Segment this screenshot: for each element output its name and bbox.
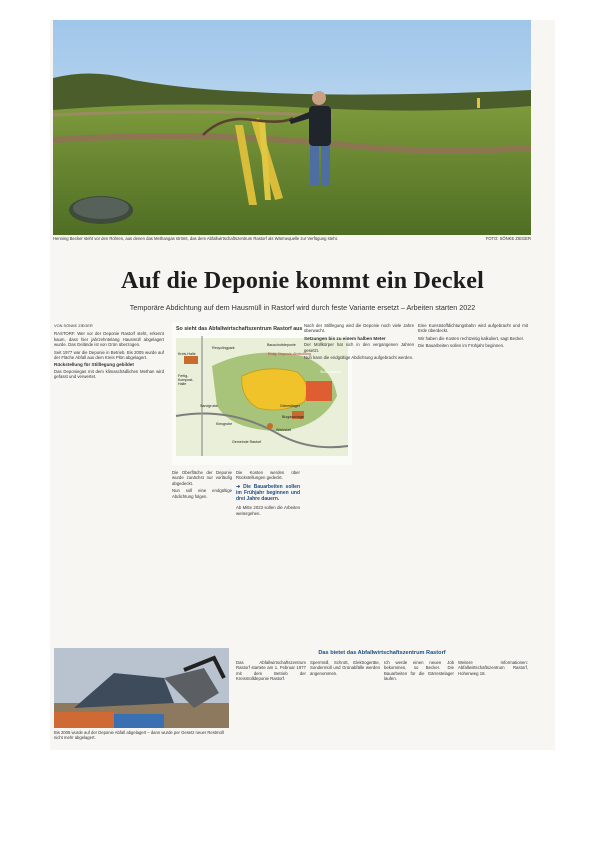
photo-credit: FOTO: SÖNKE ZIEGER xyxy=(485,236,531,241)
paragraph: Wir haben die Kosten rechtzeitig kalkuliert, sagt Becker. xyxy=(418,335,525,341)
paragraph: RASTORF. Wer vor der Deponie Rastorf steht, erkennt kaum, dass hier jahrzehntelang Hausmüll abgelagert wurde. Das Gelände ist von Grün überzogen. xyxy=(54,331,164,348)
info-box-title: Das bietet das Abfallwirtschaftszentrum Rastorf xyxy=(318,650,446,656)
paragraph: Die Bauarbeiten sollen im Frühjahr beginnen. xyxy=(418,343,505,349)
map-label: Sandgrube xyxy=(200,404,218,408)
pull-quote: ➜ Die Bauarbeiten sollen im Frühjahr beginnen und drei Jahre dauern. xyxy=(236,483,300,503)
subheading: Setzungen bis zu einem halben Meter xyxy=(304,335,386,341)
map-label: Kiesgrube xyxy=(216,422,233,426)
info-col-2: Sperrmüll, Schrott, Elektrogeräte, Sondermüll und Grünabfälle werden angenommen. xyxy=(310,660,380,676)
info-box xyxy=(236,650,528,750)
column-4 xyxy=(304,323,414,648)
map-label: Fertig-Kompost-Halle xyxy=(178,374,194,386)
map-label: Bauschuttdeponie xyxy=(267,343,296,347)
map-label: Gemeinde Rastorf xyxy=(232,440,262,444)
paragraph: Ab Mitte 2023 sollen die Arbeiten weitergehen. xyxy=(236,505,300,516)
graphic-title: So sieht das Abfallwirtschaftszentrum Rastorf aus xyxy=(176,326,303,332)
excavator-caption: Bis 2005 wurde auf der Deponie Abfall abgelagert – dann wurde per Gesetz neuer Restmüll nicht mehr abgelagert. xyxy=(54,730,224,740)
info-col-3: Ich werde einen neuen Job bekommen, so Becker. Die Bauarbeiten für die Gärrestelager laufen. xyxy=(384,660,454,682)
column-1 xyxy=(54,323,164,643)
excavator-photo xyxy=(54,648,229,728)
map-label: Recyclingpark xyxy=(212,346,235,350)
map-label: Werkstatt xyxy=(276,428,292,432)
landfill-field-photo xyxy=(53,20,531,235)
subheading: Rückstellung für Stilllegung gebildet xyxy=(54,362,134,368)
headline: Auf die Deponie kommt ein Deckel xyxy=(120,268,485,294)
column-3 xyxy=(236,470,300,650)
newspaper-clipping xyxy=(50,20,555,750)
paragraph: Eine Kunststoffdichtungsbahn wird aufgebracht und mit Erde überdeckt. xyxy=(418,323,528,334)
info-col-1: Das Abfallwirtschaftszentrum Rastorf startete am 1. Februar 1977 mit dem Betrieb der Kreismülldeponie Rastorf. xyxy=(236,660,306,682)
map-label: Biogasanlage xyxy=(282,415,304,419)
paragraph: Nun kann die endgültige Abdichtung aufgebracht werden. xyxy=(304,355,414,361)
header-photo xyxy=(53,20,531,235)
paragraph: Die Oberfläche der Deponie wurde zunächst nur vorläufig abgedeckt. xyxy=(172,470,232,486)
paragraph: Die Kosten werden über Rückstellungen gedeckt. xyxy=(236,470,300,481)
paragraph: Seit 1977 war die Deponie in Betrieb. Bis 2005 wurde auf der Fläche Abfall aus dem Kreis Plön abgelagert. xyxy=(54,349,164,361)
subheadline: Temporäre Abdichtung auf dem Hausmüll in Rastorf wird durch feste Variante ersetzt – Arbeiten starten 2022 xyxy=(129,303,476,312)
map-label: Sickerwasser xyxy=(320,370,342,374)
byline: VON SÖNKE ZIEGER xyxy=(54,323,93,328)
map-label: Endg. Deponie-Abdeckung xyxy=(268,352,311,356)
arrow-icon: ➜ xyxy=(236,483,241,490)
column-5 xyxy=(418,323,528,648)
map-label: Kreis-Halle xyxy=(178,352,196,356)
info-col-4: Weitere Informationen: Abfallwirtschaftszentrum Rastorf, Hohenweg 18. xyxy=(458,660,528,676)
paragraph: Der Müllkörper hat sich in den vergangenen Jahren gesetzt. xyxy=(304,342,414,353)
column-2 xyxy=(172,470,232,650)
paragraph: Nach der Stilllegung wird die Deponie noch viele Jahre überwacht. xyxy=(304,323,414,334)
map-label: Gärrestlager xyxy=(280,404,300,408)
paragraph: Das Deponiegas mit dem klimaschädlichen Methan wird gefasst und verwertet. xyxy=(54,368,164,380)
paragraph: Nun soll eine endgültige Abdichtung folgen. xyxy=(172,488,232,499)
photo-caption: Henning Becker steht vor den Rohren, aus denen das Methangas strömt, das dem Abfallwirtschaftszentrum Rastorf als Wärmequelle zur Verfügung steht. FOTO: SÖNKE ZIEGER xyxy=(53,236,531,241)
excavator-image xyxy=(54,648,229,728)
